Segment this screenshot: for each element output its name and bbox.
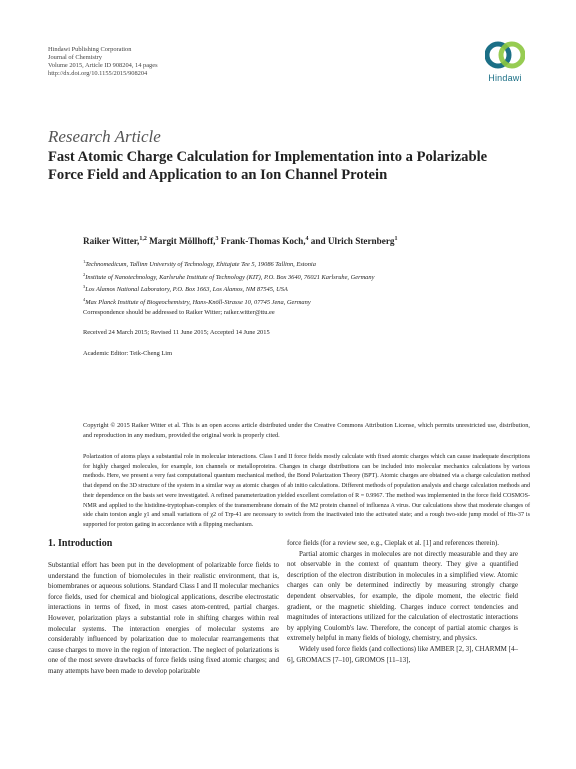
author-sup: 4 [305, 236, 309, 242]
author-sup: 1 [394, 236, 398, 242]
affiliation [83, 295, 374, 308]
paper-title: Fast Atomic Charge Calculation for Implementation into a Polarizable Force Field and Application to an Ion Channel Protein [48, 149, 488, 183]
author-list [83, 236, 398, 246]
doi-link[interactable]: http://dx.doi.org/10.1155/2015/908204 [48, 70, 148, 78]
affiliation-text: Institute of Nanotechnology, Karlsruhe Institute of Technology (KIT), P.O. Box 3640, 76021 Karlsruhe, Germany [85, 273, 375, 281]
affiliation-num: 4 [83, 297, 86, 303]
paragraph: force fields (for a review see, e.g., Cieplak et al. [1] and references therein). [287, 539, 500, 547]
affiliation [83, 270, 374, 283]
section-heading: 1. Introduction [48, 538, 113, 549]
left-column [48, 560, 279, 677]
affiliation-num: 3 [83, 284, 86, 290]
paragraph: Widely used force fields (and collections) like AMBER [2, 3], CHARMM [4–6], GROMACS [7–10], GROMOS [11–13], [287, 644, 518, 664]
affiliation-text: Los Alamos National Laboratory, P.O. Box 1663, Los Alamos, NM 87545, USA [85, 286, 288, 294]
article-type: Research Article [48, 127, 161, 146]
affiliation [83, 282, 374, 295]
author-name: Margit Möllhoff, [149, 236, 216, 247]
affiliation-text: Max Planck Institute of Biogeochemistry, Hans-Knöll-Strasse 10, 07745 Jena, Germany [85, 299, 311, 307]
author-name: Raiker Witter, [83, 236, 140, 247]
right-column [287, 538, 518, 665]
journal-header [48, 46, 158, 78]
logo-text: Hindawi [488, 73, 522, 83]
journal-name: Journal of Chemistry [48, 54, 102, 62]
affiliation [83, 257, 374, 270]
hindawi-logo-icon [485, 38, 525, 72]
volume-line: Volume 2015, Article ID 908204, 14 pages [48, 62, 158, 70]
abstract: Polarization of atoms plays a substantial role in molecular interactions. Class I and II force fields mostly calculate with fixed atomic charges which can cause inadequate descriptions for highly charged molecules, for example, ion channels or metalloproteins. Changes in charge distributions can be included into molecular mechanics calculations by various methods. Here, we present a very fast computational quantum mechanical method, the Bond Polarization Theory (BPT). Atomic charges are obtained via a charge calculation method that depend on the 3D structure of the system in a similar way as atomic charges of ab initio calculations. Different methods of population analysis and charge calculation methods and their dependence on the basis set were investigated. A refined parameterization yielded excellent correlation of R = 0.9967. The method was implemented in the force field COSMOS-NMR and applied to the histidine-tryptophan-complex of the transmembrane domain of the M2 protein channel of influenza A virus. Our calculations show that moderate changes of side chain torsion angle χ1 and small variations of χ2 of Trp-41 are necessary to switch from the inactivated into the activated state; and a rough two-side jump model of His-37 is supported for proton gating in accordance with a flipping mechanism. [83, 454, 530, 528]
author-name: and Ulrich Sternberg [310, 236, 395, 247]
hindawi-logo [478, 38, 532, 90]
affiliation-num: 2 [83, 271, 86, 277]
author-sup: 3 [215, 236, 219, 242]
received-dates: Received 24 March 2015; Revised 11 June 2015; Accepted 14 June 2015 [83, 329, 270, 336]
author-sup: 1,2 [139, 236, 147, 242]
paragraph: Substantial effort has been put in the development of polarizable force fields to understand the function of biomolecules in their realistic environment, that is, biomembranes or aqueous solutions. Standard Class I and II molecular mechanics force fields, used for chemical and biological applications, describe electrostatic interactions in terms of fixed, in most cases atom-centred, partial charges. However, polarization plays a substantial role in shifting charges within real molecular systems. The interaction energies of molecular systems are considerably influenced by polarization due to molecular rearrangements that cause charges to move in the region of interaction. The neglect of polarizations is one of the most severe drawbacks of force fields using fixed atomic charges; and many attempts have been made to develop polarizable [48, 561, 279, 675]
author-name: Frank-Thomas Koch, [220, 236, 306, 247]
academic-editor: Academic Editor: Teik-Cheng Lim [83, 350, 173, 357]
paragraph: Partial atomic charges in molecules are not directly measurable and they are not observable in the context of quantum theory. They give a quantified description of the electron distribution in molecules in a simplified view. Atomic charges can only be determined indirectly by measuring strongly charge dependent observables, for example, the dipole moment, the electric field gradient, or the magnetic shielding. Charges induce correct tendencies and magnitudes of interactions utilized for the calculation of electrostatic interactions by applying Coulomb's law. Therefore, the concept of partial atomic charges is extremely helpful in many fields of biology, chemistry, and physics. [287, 549, 518, 643]
copyright-notice: Copyright © 2015 Raiker Witter et al. This is an open access article distributed under the Creative Commons Attribution License, which permits unrestricted use, distribution, and reproduction in any medium, provided the original work is properly cited. [83, 422, 530, 439]
affiliation-text: Technomedicum, Tallinn University of Technology, Ehitajate Tee 5, 19086 Tallinn, Estonia [85, 261, 316, 269]
publisher-name: Hindawi Publishing Corporation [48, 46, 132, 53]
correspondence: Correspondence should be addressed to Raiker Witter; raiker.witter@ttu.ee [83, 309, 275, 316]
affiliation-num: 1 [83, 259, 86, 264]
affiliation-list [83, 257, 374, 308]
